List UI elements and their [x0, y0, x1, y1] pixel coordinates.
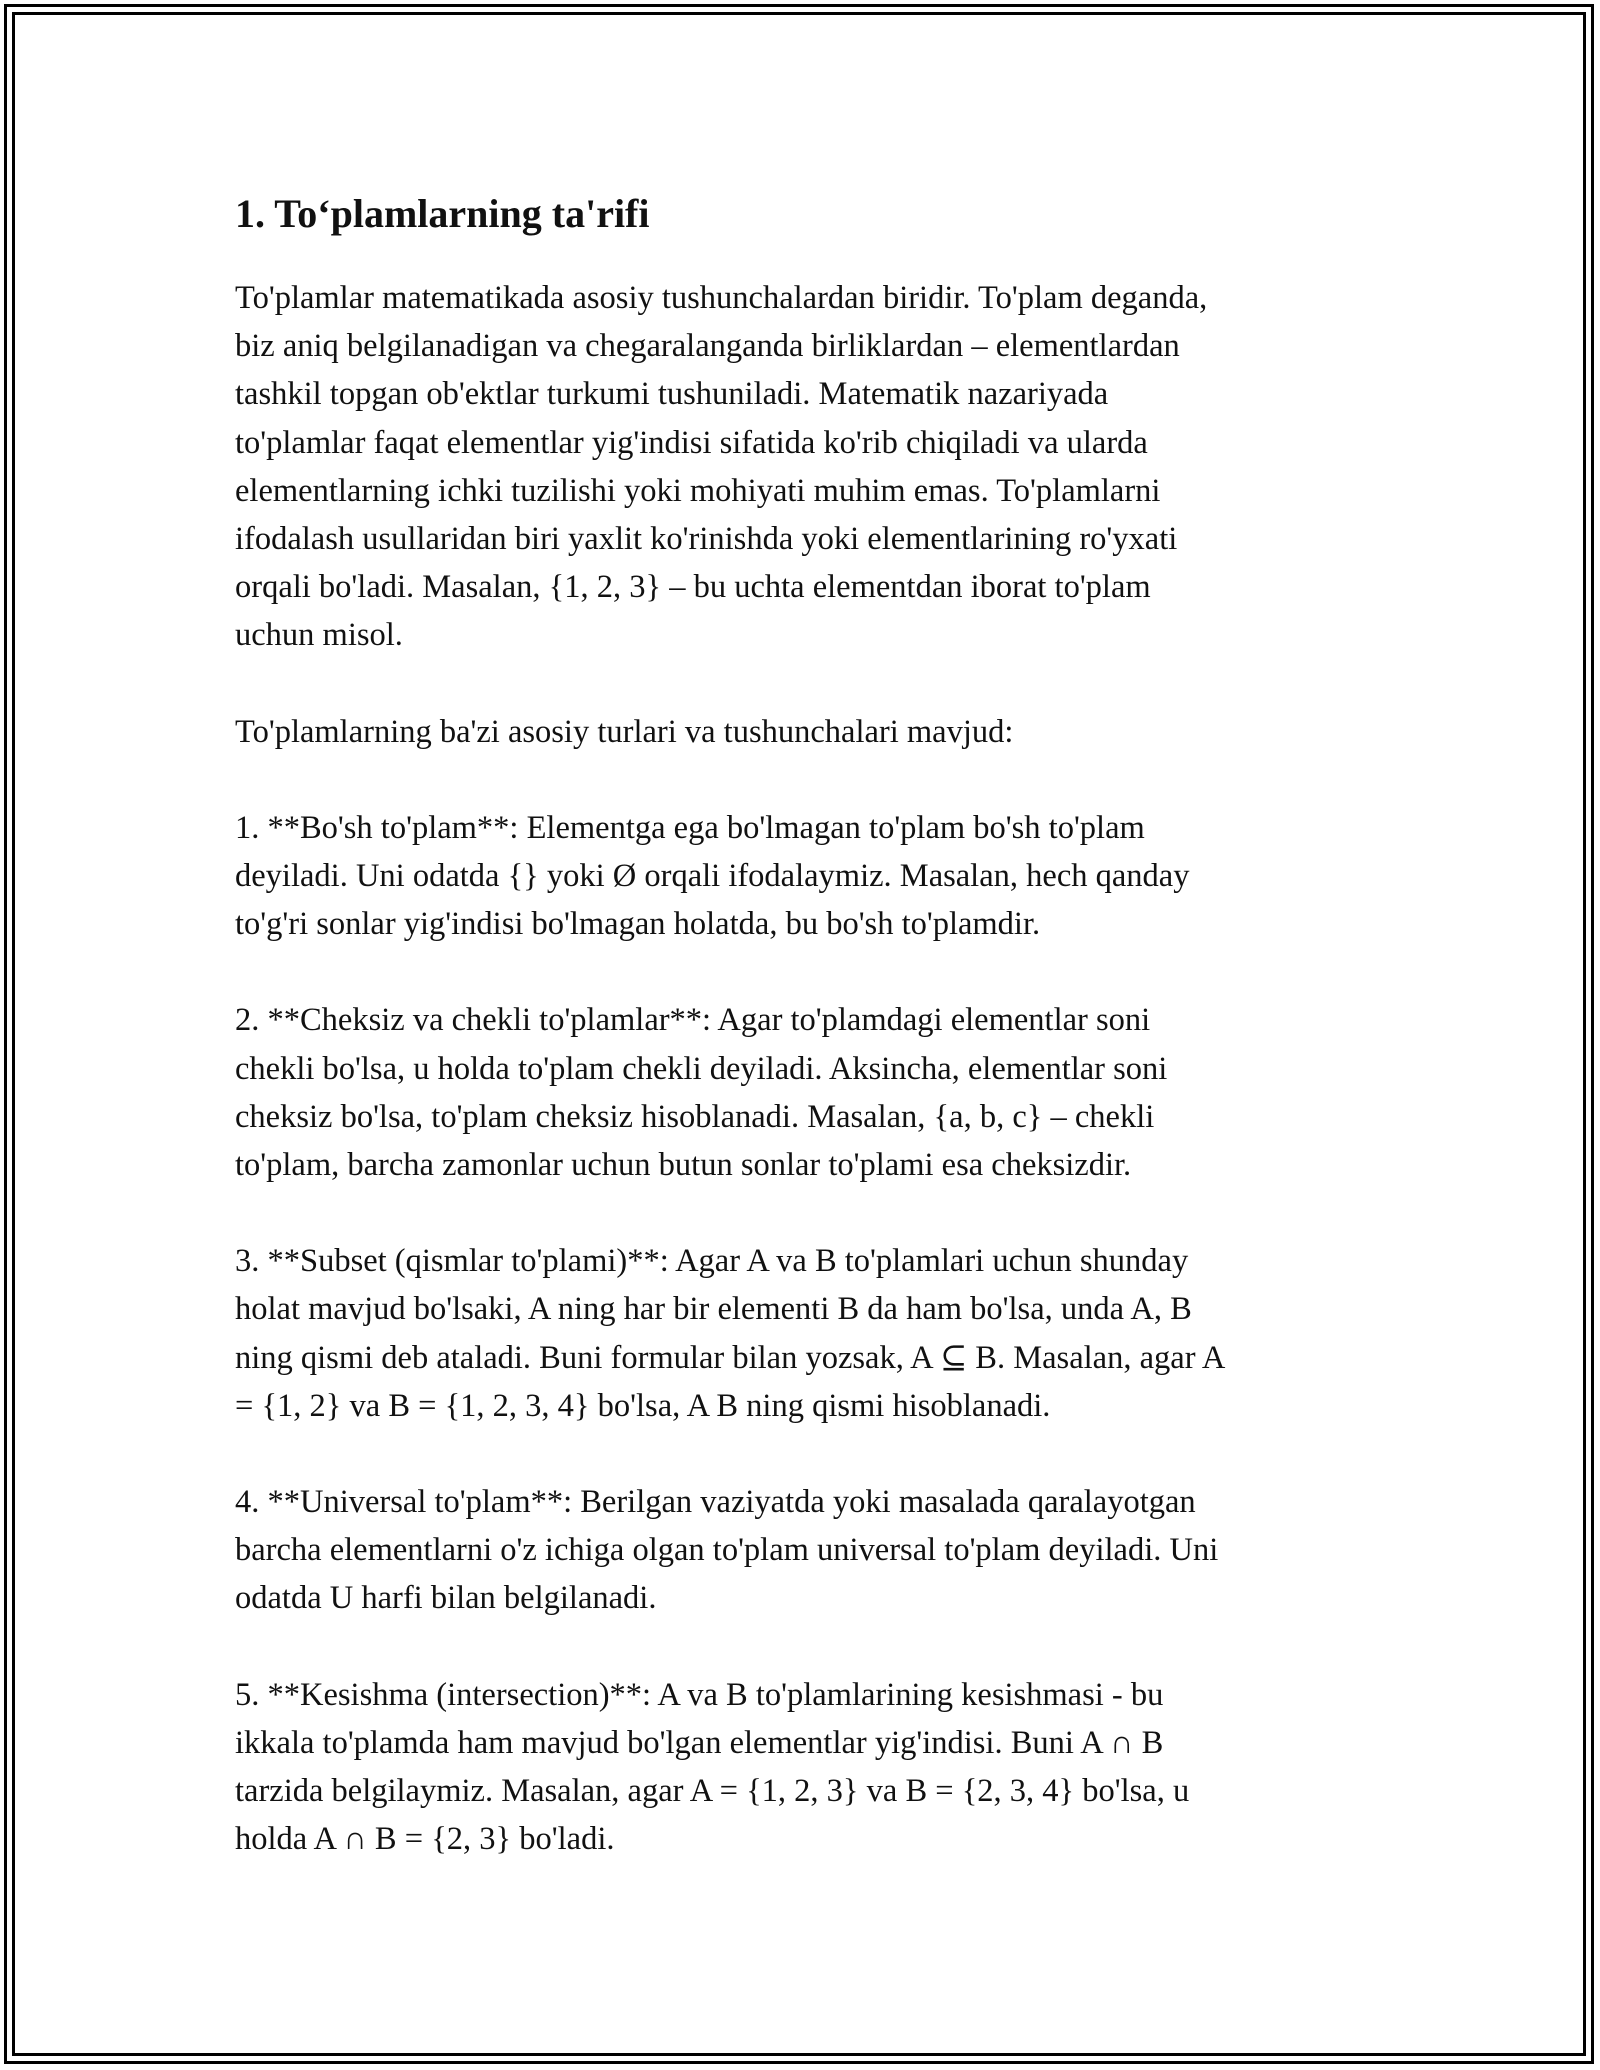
subset-item: 3. **Subset (qismlar to'plami)**: Agar A va B to'plamlari uchun shunday holat mavjud bo'lsaki, A ning har bir elementi B da ham bo'lsa, unda A, B ning qismi deb ataladi. Buni formular bilan yozsak, A ⊆ B. Masalan, agar A = {1, 2} va B = {1, 2, 3, 4} bo'lsa, A B ning qismi hisoblanadi.: [235, 1243, 1226, 1424]
empty-set-item: 1. **Bo'sh to'plam**: Elementga ega bo'lmagan to'plam bo'sh to'plam deyiladi. Uni odatda {} yoki Ø orqali ifodalaymiz. Masalan, hech qanday to'g'ri sonlar yig'indisi bo'lmagan holatda, bu bo'sh to'plamdir.: [235, 809, 1190, 943]
document-body: [235, 184, 1365, 1911]
universal-set-item: 4. **Universal to'plam**: Berilgan vaziyatda yoki masalada qaralayotgan barcha elementlarni o'z ichiga olgan to'plam universal to'plam deyiladi. Uni odatda U harfi bilan belgilanadi.: [235, 1484, 1219, 1617]
types-intro-paragraph: To'plamlarning ba'zi asosiy turlari va tushunchalari mavjud:: [235, 713, 1014, 750]
finite-infinite-sets-item: 2. **Cheksiz va chekli to'plamlar**: Agar to'plamdagi elementlar soni chekli bo'lsa, u holda to'plam chekli deyiladi. Aksincha, elementlar soni cheksiz bo'lsa, to'plam cheksiz hisoblanadi. Masalan, {a, b, c} – chekli to'plam, barcha zamonlar uchun butun sonlar to'plami esa cheksizdir.: [235, 1002, 1168, 1184]
section-title: 1. To‘plamlarning ta'rifi: [235, 191, 650, 236]
intersection-item: 5. **Kesishma (intersection)**: A va B to'plamlarining kesishmasi - bu ikkala to'plamda ham mavjud bo'lgan elementlar yig'indisi. Buni A ∩ B tarzida belgilaymiz. Masalan, agar A = {1, 2, 3} va B = {2, 3, 4} bo'lsa, u holda A ∩ B = {2, 3} bo'ladi.: [235, 1676, 1190, 1858]
intro-paragraph: To'plamlar matematikada asosiy tushunchalardan biridir. To'plam deganda, biz aniq belgilanadigan va chegaralanganda birliklardan – elementlardan tashkil topgan ob'ektlar turkumi tushuniladi. Matematik nazariyada to'plamlar faqat elementlar yig'indisi sifatida ko'rib chiqiladi va ularda elementlarning ichki tuzilishi yoki mohiyati muhim emas. To'plamlarni ifodalash usullaridan biri yaxlit ko'rinishda yoki elementlarining ro'yxati orqali bo'ladi. Masalan, {1, 2, 3} – bu uchta elementdan iborat to'plam uchun misol.: [235, 280, 1208, 654]
